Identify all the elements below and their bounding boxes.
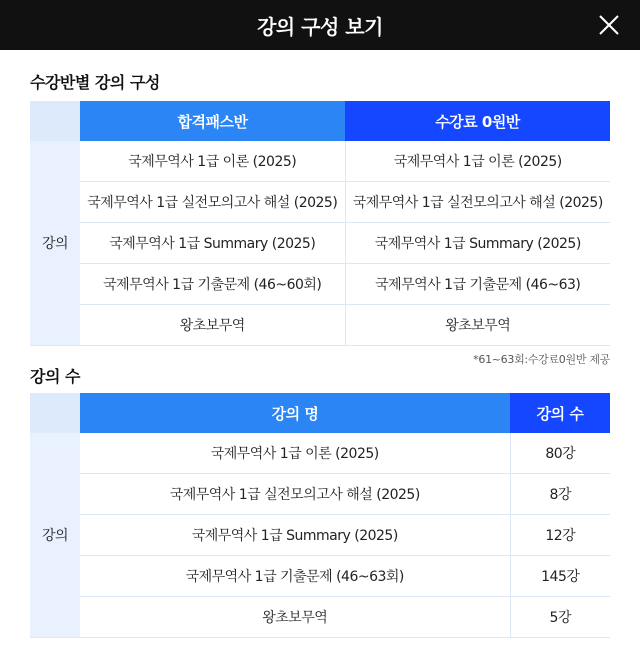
lecture-count-table [30,393,610,638]
table-cell: 8강 [510,474,610,515]
table-row [30,305,610,346]
section-title-course-composition: 수강반별 강의 구성 [30,73,160,92]
table-cell: 국제무역사 1급 실전모의고사 해설 (2025) [345,182,610,223]
close-icon [598,14,620,36]
table-cell: 국제무역사 1급 실전모의고사 해설 (2025) [80,182,345,223]
table-header-row [30,101,610,141]
table-cell: 145강 [510,556,610,597]
modal-title: 강의 구성 보기 [257,14,383,39]
column-header-pass-class: 합격패스반 [80,101,345,141]
table-row [30,433,610,474]
table-row [30,182,610,223]
table-cell: 국제무역사 1급 실전모의고사 해설 (2025) [80,474,510,515]
table-cell: 5강 [510,597,610,638]
row-group-label: 강의 [30,433,80,638]
section-title-lecture-count: 강의 수 [30,367,80,386]
table-corner [30,101,80,141]
modal-header [0,0,640,50]
table-row [30,223,610,264]
table-corner [30,393,80,433]
table-cell: 국제무역사 1급 Summary (2025) [80,223,345,264]
course-composition-table [30,101,610,346]
table-cell: 왕초보무역 [80,305,345,346]
table-cell: 국제무역사 1급 Summary (2025) [80,515,510,556]
column-header-lecture-name: 강의 명 [80,393,510,433]
table-cell: 왕초보무역 [345,305,610,346]
table-cell: 국제무역사 1급 이론 (2025) [80,433,510,474]
table-cell: 국제무역사 1급 기출문제 (46~60회) [80,264,345,305]
footnote: *61~63회:수강료0원반 제공 [473,353,610,366]
table-row [30,264,610,305]
table-row [30,597,610,638]
table-row [30,515,610,556]
table-row [30,556,610,597]
column-header-lecture-count: 강의 수 [510,393,610,433]
table-cell: 국제무역사 1급 이론 (2025) [345,141,610,182]
table-cell: 국제무역사 1급 Summary (2025) [345,223,610,264]
table-header-row [30,393,610,433]
table-cell: 80강 [510,433,610,474]
table-row [30,141,610,182]
table-cell: 왕초보무역 [80,597,510,638]
table-cell: 국제무역사 1급 이론 (2025) [80,141,345,182]
table-row [30,474,610,515]
row-group-label: 강의 [30,141,80,346]
table-cell: 12강 [510,515,610,556]
close-button[interactable] [598,14,620,36]
column-header-free-class: 수강료 0원반 [345,101,610,141]
table-cell: 국제무역사 1급 기출문제 (46~63) [345,264,610,305]
modal-content [0,73,640,638]
table-cell: 국제무역사 1급 기출문제 (46~63회) [80,556,510,597]
